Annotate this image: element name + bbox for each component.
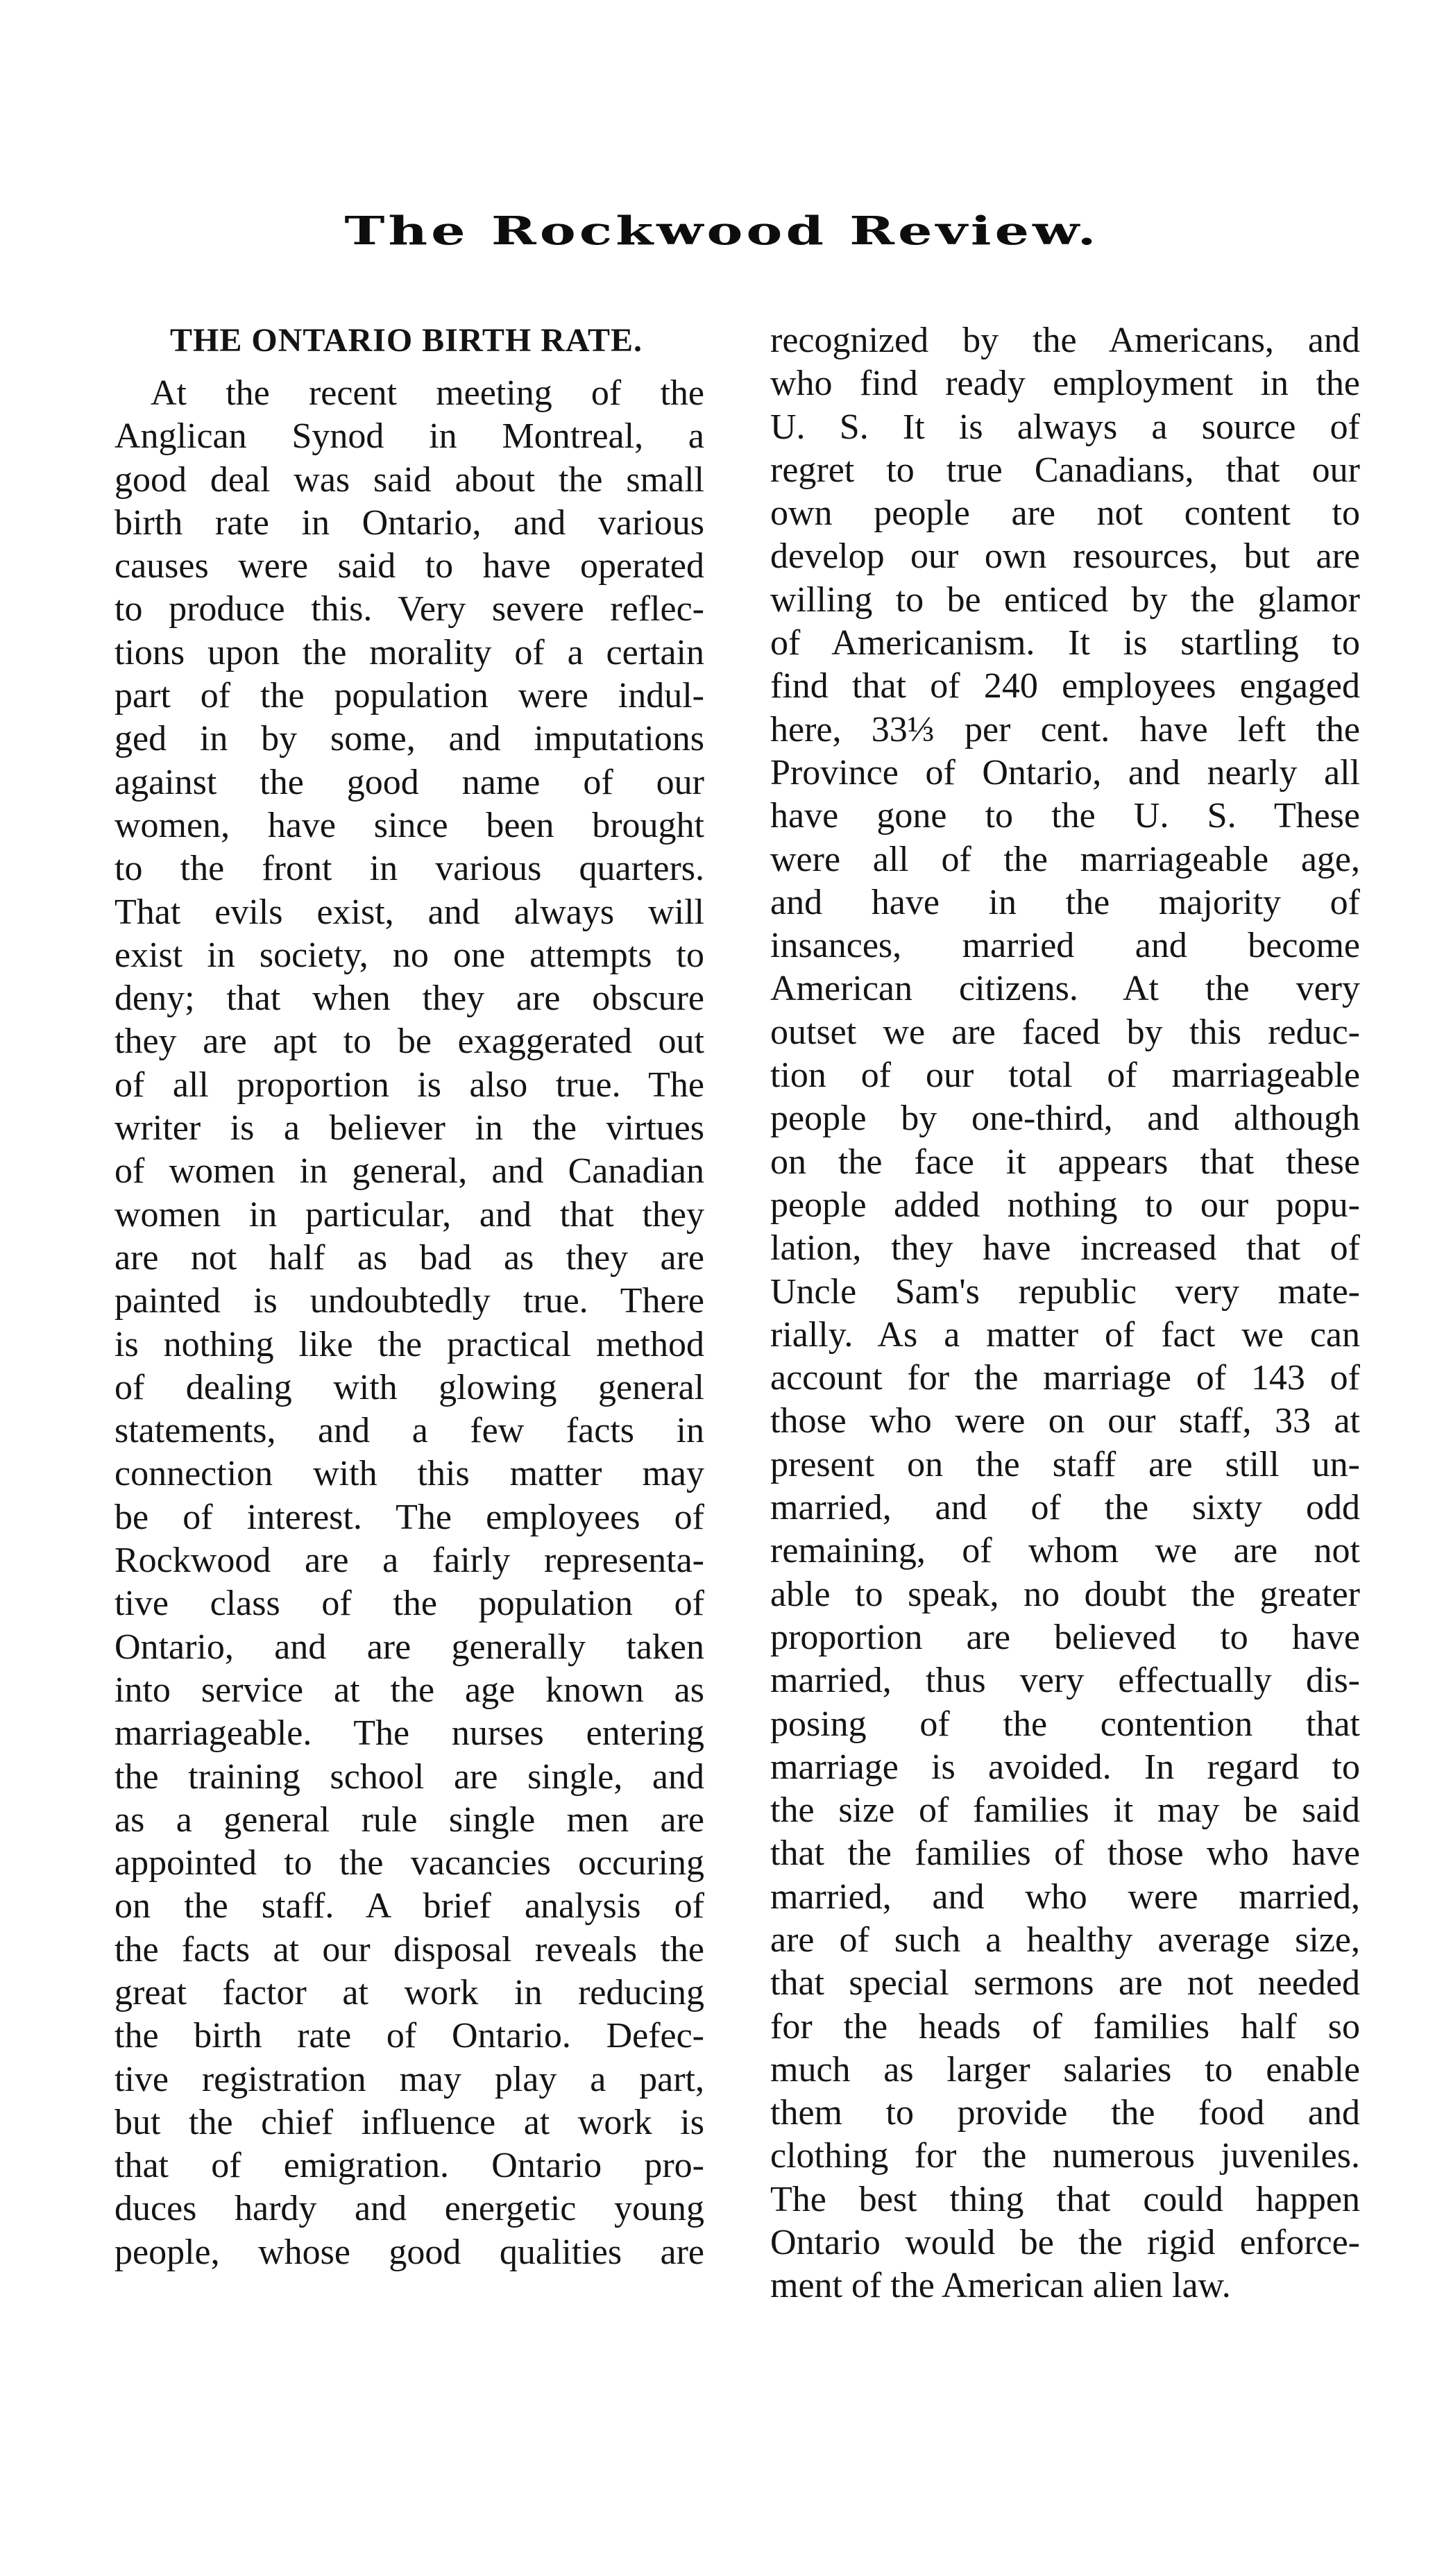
text-line: Province of Ontario, and nearly all xyxy=(770,752,1360,793)
text-line: is nothing like the practical method xyxy=(114,1324,704,1364)
text-line: able to speak, no doubt the greater xyxy=(770,1574,1360,1614)
text-line: that of emigration. Ontario pro- xyxy=(114,2146,704,2186)
text-line: much as larger salaries to enable xyxy=(770,2049,1360,2090)
text-line: ged in by some, and imputations xyxy=(114,719,704,759)
text-line: recognized by the Americans, and xyxy=(770,321,1360,360)
text-line: the facts at our disposal reveals the xyxy=(114,1929,704,1969)
text-line: tive class of the population of xyxy=(114,1584,704,1624)
text-line: causes were said to have operated xyxy=(114,546,704,586)
text-line: those who were on our staff, 33 at xyxy=(770,1401,1360,1441)
text-line: remaining, of whom we are not xyxy=(770,1531,1360,1571)
text-line: Ontario would be the rigid enforce- xyxy=(770,2223,1360,2263)
text-line: women in particular, and that they xyxy=(114,1194,704,1235)
text-line: Ontario, and are generally taken xyxy=(114,1627,704,1667)
text-line: account for the marriage of 143 of xyxy=(770,1358,1360,1398)
text-line: tion of our total of marriageable xyxy=(770,1056,1360,1096)
text-line: Rockwood are a fairly representa- xyxy=(114,1541,704,1581)
masthead-title: The Rockwood Review. xyxy=(344,208,1100,254)
right-column-text xyxy=(770,319,1360,2308)
text-line: be of interest. The employees of xyxy=(114,1497,704,1537)
text-line: outset we are faced by this reduc- xyxy=(770,1012,1360,1052)
text-line: That evils exist, and always will xyxy=(114,892,704,932)
text-line: duces hardy and energetic young xyxy=(114,2189,704,2229)
text-line: the training school are single, and xyxy=(114,1756,704,1797)
text-line: on the face it appears that these xyxy=(770,1142,1360,1182)
text-line: people, whose good qualities are xyxy=(114,2232,704,2272)
text-line: Uncle Sam's republic very mate- xyxy=(770,1271,1360,1312)
text-line: they are apt to be exaggerated out xyxy=(114,1022,704,1062)
text-line: married, and of the sixty odd xyxy=(770,1488,1360,1528)
text-line: rially. As a matter of fact we can xyxy=(770,1314,1360,1355)
text-line: exist in society, no one attempts to xyxy=(114,935,704,975)
text-line: of all proportion is also true. The xyxy=(114,1065,704,1105)
text-line: of dealing with glowing general xyxy=(114,1367,704,1407)
text-line: have gone to the U. S. These xyxy=(770,796,1360,836)
text-line: willing to be enticed by the glamor xyxy=(770,579,1360,620)
text-line: but the chief influence at work is xyxy=(114,2102,704,2142)
text-line: present on the staff are still un- xyxy=(770,1444,1360,1484)
text-line: married, and who were married, xyxy=(770,1876,1360,1917)
text-line: U. S. It is always a source of xyxy=(770,407,1360,447)
text-line: proportion are believed to have xyxy=(770,1617,1360,1657)
text-line: painted is undoubtedly true. There xyxy=(114,1281,704,1321)
text-line: marriageable. The nurses entering xyxy=(114,1713,704,1754)
text-line: Anglican Synod in Montreal, a xyxy=(114,416,704,457)
text-line: are of such a healthy average size, xyxy=(770,1920,1360,1960)
text-line: are not half as bad as they are xyxy=(114,1237,704,1278)
text-line: insances, married and become xyxy=(770,926,1360,966)
text-line: statements, and a few facts in xyxy=(114,1411,704,1451)
text-line: regret to true Canadians, that our xyxy=(770,450,1360,490)
text-line: lation, they have increased that of xyxy=(770,1228,1360,1269)
article-column-left xyxy=(114,319,704,2274)
text-line: American citizens. At the very xyxy=(770,969,1360,1009)
text-line: were all of the marriageable age, xyxy=(770,839,1360,879)
text-line: that the families of those who have xyxy=(770,1833,1360,1874)
text-line: posing of the contention that xyxy=(770,1704,1360,1744)
text-line: the birth rate of Ontario. Defec- xyxy=(114,2016,704,2056)
text-line: good deal was said about the small xyxy=(114,459,704,500)
text-line: into service at the age known as xyxy=(114,1670,704,1710)
text-line: that special sermons are not needed xyxy=(770,1963,1360,2003)
article-column-right xyxy=(770,319,1360,2308)
text-line: and have in the majority of xyxy=(770,882,1360,922)
text-line: writer is a believer in the virtues xyxy=(114,1108,704,1149)
text-line: find that of 240 employees engaged xyxy=(770,666,1360,706)
text-line: The best thing that could happen xyxy=(770,2179,1360,2219)
text-line: of Americanism. It is startling to xyxy=(770,623,1360,663)
text-line: women, have since been brought xyxy=(114,805,704,845)
text-line: to produce this. Very severe reflec- xyxy=(114,589,704,629)
text-line: tions upon the morality of a certain xyxy=(114,632,704,672)
text-line: married, thus very effectually dis- xyxy=(770,1661,1360,1701)
text-line: deny; that when they are obscure xyxy=(114,978,704,1019)
text-line: to the front in various quarters. xyxy=(114,849,704,889)
text-line: the size of families it may be said xyxy=(770,1790,1360,1831)
text-line: people by one-third, and although xyxy=(770,1099,1360,1139)
text-line: great factor at work in reducing xyxy=(114,1972,704,2012)
text-line: of women in general, and Canadian xyxy=(114,1151,704,1192)
text-line: who find ready employment in the xyxy=(770,364,1360,404)
text-line: own people are not content to xyxy=(770,493,1360,534)
text-line: At the recent meeting of the xyxy=(151,373,704,413)
text-line: birth rate in Ontario, and various xyxy=(114,502,704,543)
text-line: clothing for the numerous juveniles. xyxy=(770,2136,1360,2176)
left-column-text xyxy=(114,372,704,2274)
text-line: people added nothing to our popu- xyxy=(770,1185,1360,1225)
text-line: develop our own resources, but are xyxy=(770,536,1360,577)
text-line: on the staff. A brief analysis of xyxy=(114,1886,704,1926)
text-line: for the heads of families half so xyxy=(770,2006,1360,2047)
text-line: part of the population were indul- xyxy=(114,676,704,716)
text-line: marriage is avoided. In regard to xyxy=(770,1747,1360,1787)
text-line: against the good name of our xyxy=(114,762,704,802)
text-line: connection with this matter may xyxy=(114,1454,704,1494)
text-line: appointed to the vacancies occuring xyxy=(114,1843,704,1883)
text-line: them to provide the food and xyxy=(770,2093,1360,2133)
text-line: ment of the American alien law. xyxy=(770,2266,1231,2306)
text-line: as a general rule single men are xyxy=(114,1799,704,1840)
text-line: tive registration may play a part, xyxy=(114,2059,704,2099)
text-line: here, 33⅓ per cent. have left the xyxy=(770,709,1360,749)
article-heading: THE ONTARIO BIRTH RATE. xyxy=(170,322,643,359)
